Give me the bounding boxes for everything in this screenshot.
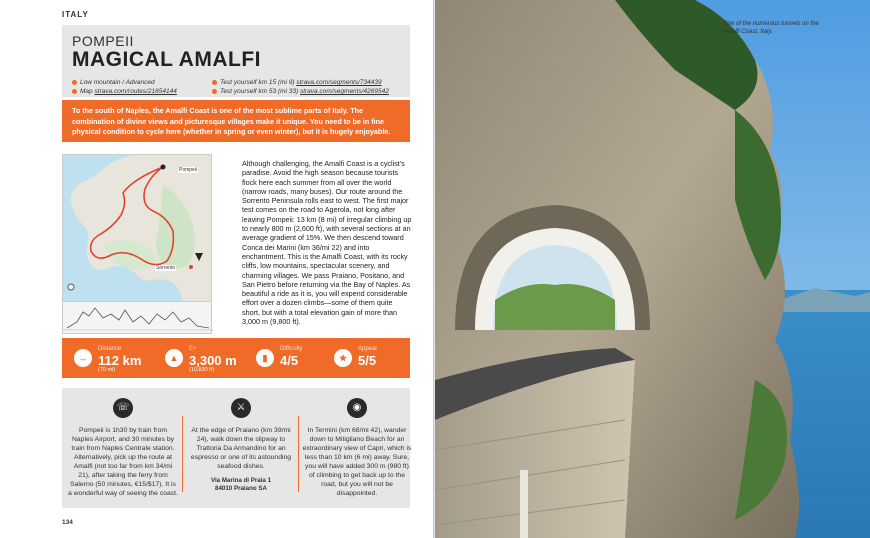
stats-bar: ↔ Distance 112 km (70 mi) ▲ E+ 3,300 m (10,830 ft) ▮ Difficulty 4/5 ★ Appeal 5/5 bbox=[62, 338, 410, 378]
body-text: Although challenging, the Amalfi Coast is a cyclist's paradise. Avoid the high season because tourists flock here each summer from all over the world (narrow roads, many buses). Our route around the Sorrento Peninsula rolls east to west. The first major test comes on the road to Agerola, not long after leaving Pompeii: 13 km (8 mi) of irregular climbing up to nearly 800 m (2,600 ft), with several sections at an average gradient of 15%. We then descend toward Conca dei Marini (km 36/mi 22) and into enchantment. This is the Amalfi Coast, with its rocky cliffs, low mountains, spectacular scenery, and charming villages. We pass Praiano, Positano, and San Pietro before returning via the Bay of Naples. As beautiful a ride as it is, you will expend considerable effort over a dozen climbs—some of them quite short, but with a total elevation gain of more than 3,000 m (9,800 ft). bbox=[242, 159, 412, 327]
map-label-pompeii: Pompeii bbox=[179, 167, 198, 173]
start-marker bbox=[161, 165, 166, 170]
restaurant-address: Via Marina di Praia 1 84010 Praiano SA bbox=[210, 477, 272, 492]
bullet-icon bbox=[72, 80, 77, 85]
elevation-profile bbox=[62, 302, 212, 334]
title-box bbox=[62, 25, 410, 97]
map-graphic bbox=[63, 155, 212, 302]
star-icon: ★ bbox=[334, 349, 352, 367]
bullet-icon bbox=[212, 80, 217, 85]
tips-box bbox=[62, 388, 410, 508]
intro-box: To the south of Naples, the Amalfi Coast is one of the most sublime parts of Italy. The combination of divine views and picturesque villages make it unique. You need to be in fine physical condition to cycle here (whether in spring or even winter), but it is hugely enjoyable. bbox=[62, 100, 410, 142]
tunnel-photo bbox=[435, 0, 870, 538]
route-map bbox=[62, 154, 212, 302]
cutlery-icon: ⚔ bbox=[231, 398, 251, 418]
tip-transport: ☏ Pompeii is 1h30 by train from Naples Airport, and 30 minutes by train from Naples Centrale station. Alternatively, pick up the route at Amalfi (not too far from km 34/mi 21), after taking the ferry from Salerno (50 minutes, €15/$17). It is a wonderful way of seeing the coast. bbox=[68, 398, 178, 498]
page-number: 134 bbox=[62, 519, 73, 526]
meta-difficulty: Low mountain / Advanced bbox=[72, 79, 155, 86]
camera-icon: ◉ bbox=[347, 398, 367, 418]
bullet-icon bbox=[212, 89, 217, 94]
left-page bbox=[40, 0, 433, 538]
mountain-arrow-icon: ▲ bbox=[165, 349, 183, 367]
segment-link-2[interactable]: strava.com/segments/4269542 bbox=[299, 88, 389, 95]
elevation-graphic bbox=[63, 302, 213, 334]
route-title: MAGICAL AMALFI bbox=[72, 48, 261, 71]
meta-test2: Test yourself km 53 (mi 33) strava.com/segments/4269542 bbox=[212, 88, 389, 95]
segment-link-1[interactable]: strava.com/segments/734439 bbox=[296, 79, 382, 86]
tip-photo: ◉ In Termini (km 68/mi 42), wander down to Mitigliano Beach for an extraordinary view of Capri, which is less than 10 km (6 mi) away. Sure, you will have added 300 m (980 ft) of climbing to get back up to the road, but you will not be disappointed. bbox=[302, 398, 412, 498]
whistle-icon: ☏ bbox=[113, 398, 133, 418]
map-label-sorrento: Sorrento bbox=[156, 265, 176, 271]
map-link[interactable]: strava.com/routes/21654144 bbox=[94, 88, 177, 95]
meta-test1: Test yourself km 15 (mi 9) strava.com/segments/734439 bbox=[212, 79, 382, 86]
photo-caption: One of the numerous tunnels on the Amalfi Coast, Italy. bbox=[723, 21, 819, 35]
route-subtitle: POMPEII bbox=[72, 33, 134, 49]
tip-food: ⚔ At the edge of Praiano (km 39/mi 24), walk down the slipway to Trattoria Da Armandino for an espresso or one of its astounding seafood dishes. Via Marina di Praia 1 84010 Praiano SA bbox=[186, 398, 296, 493]
tip-divider bbox=[298, 416, 299, 492]
bars-icon: ▮ bbox=[256, 349, 274, 367]
right-page bbox=[435, 0, 870, 538]
tip-divider bbox=[182, 416, 183, 492]
arrows-icon: ↔ bbox=[74, 349, 92, 367]
bullet-icon bbox=[72, 89, 77, 94]
meta-map: Map strava.com/routes/21654144 bbox=[72, 88, 177, 95]
section-label: ITALY bbox=[62, 10, 89, 19]
